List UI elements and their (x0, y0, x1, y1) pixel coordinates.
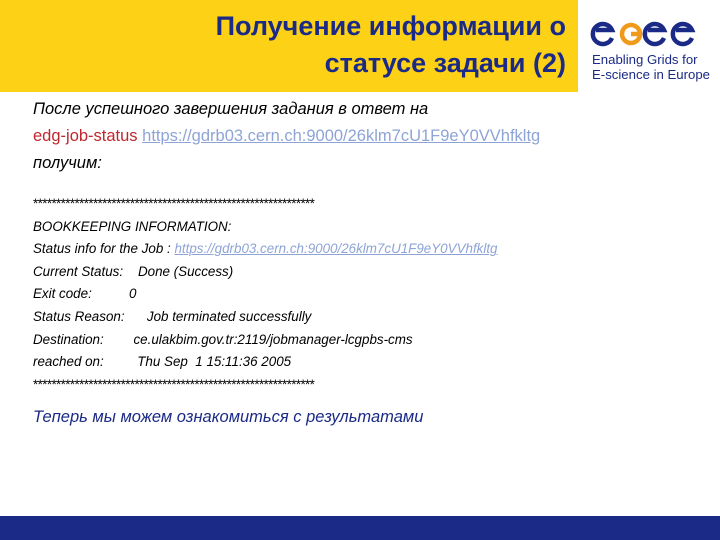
logo-caption-line-1: Enabling Grids for (592, 52, 698, 67)
logo-caption (592, 52, 717, 82)
separator-top: ************************************************************* (33, 196, 315, 211)
logo-area (578, 0, 720, 92)
egee-logo-icon (590, 18, 708, 50)
intro-line-2 (33, 123, 693, 150)
status-value: Thu Sep 1 15:11:36 2005 (137, 354, 292, 370)
intro-text (33, 96, 693, 177)
separator-bottom: ************************************************************* (33, 376, 315, 392)
status-row-current (33, 261, 693, 284)
job-status-link[interactable]: https://gdrb03.cern.ch:9000/26klm7cU1F9eY0VVhfkltg (174, 241, 498, 257)
status-label: Current Status: (33, 263, 124, 279)
status-row-destination (33, 329, 693, 352)
title-line-1: Получение информации о (215, 11, 566, 41)
title-line-2: статусе задачи (2) (324, 48, 566, 78)
bookkeeping-heading: BOOKKEEPING INFORMATION: (33, 218, 232, 234)
closing-text: Теперь мы можем ознакомиться с результатами (33, 408, 424, 427)
status-value: Job terminated successfully (146, 308, 312, 324)
status-row-reached-on (33, 351, 693, 374)
logo-caption-line-2: E-science in Europe (592, 67, 711, 82)
status-value: Done (Success) (137, 263, 234, 279)
status-value: 0 (129, 286, 137, 302)
slide-title (6, 8, 566, 82)
intro-line-1: После успешного завершения задания в ответ на (33, 100, 429, 118)
footer-bar (0, 516, 720, 540)
job-link[interactable]: https://gdrb03.cern.ch:9000/26klm7cU1F9eY0VVhfkltg (142, 127, 541, 145)
intro-line-3: получим: (33, 154, 102, 172)
status-row-exit-code (33, 283, 693, 306)
command-name: edg-job-status (33, 127, 138, 145)
job-label: Status info for the Job : (33, 241, 171, 257)
status-row-reason (33, 306, 693, 329)
status-value: ce.ulakbim.gov.tr:2119/jobmanager-lcgpbs-cms (133, 331, 413, 347)
status-label: reached on: (33, 354, 104, 370)
job-status-line (33, 238, 693, 261)
status-label: Exit code: (33, 286, 92, 302)
status-label: Status Reason: (33, 308, 125, 324)
status-output (33, 193, 693, 396)
status-label: Destination: (33, 331, 104, 347)
slide-content (33, 96, 693, 427)
title-band (0, 0, 578, 92)
